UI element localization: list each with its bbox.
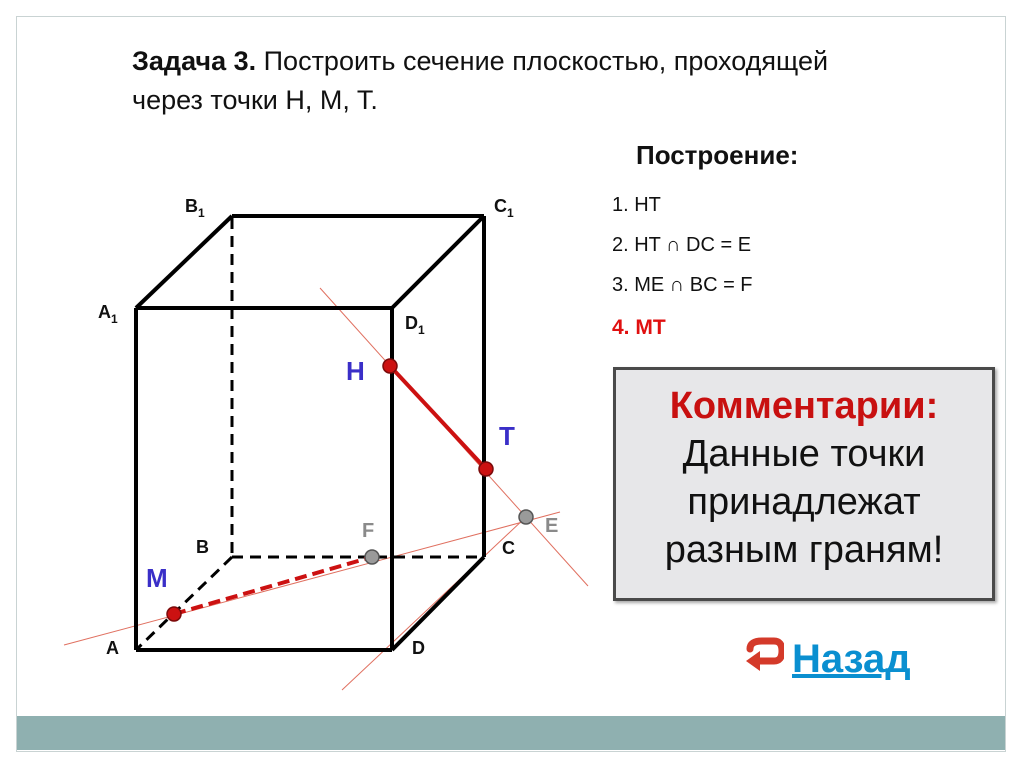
point-t <box>479 462 493 476</box>
line-dc-extension <box>342 517 526 690</box>
comment-line-1: Данные точки <box>682 433 926 475</box>
label-c: C <box>502 538 515 558</box>
label-m: M <box>146 563 168 593</box>
label-b: B <box>196 537 209 557</box>
label-a1: $A_1$ <box>98 302 118 326</box>
construction-step-4: 4. MT <box>612 316 666 339</box>
label-h: H <box>346 356 365 386</box>
label-d: D <box>412 638 425 658</box>
label-e: E <box>545 515 559 537</box>
label-f: F <box>362 520 375 542</box>
task-title: Задача 3. <box>132 46 257 76</box>
edge-dc <box>392 557 484 650</box>
edge-c1d1 <box>392 216 484 308</box>
section-line-ht <box>390 366 486 469</box>
task-text: Построить сечение плоскостью, проходящей через точки H, M, T. <box>132 46 829 115</box>
comment-line-2: принадлежат <box>687 481 921 523</box>
label-d1: $D_1$ <box>405 313 425 337</box>
point-m <box>167 607 181 621</box>
label-a: A <box>106 638 119 658</box>
construction-step-3: 3. ME ∩ BC = F <box>612 274 753 296</box>
construction-heading: Построение: <box>636 140 799 170</box>
label-c1: $C_1$ <box>494 196 514 220</box>
construction-step-2: 2. HT ∩ DC = E <box>612 234 752 256</box>
construction-step-1: 1. HT <box>612 194 661 216</box>
label-b1: $B_1$ <box>185 196 205 220</box>
point-e <box>519 510 533 524</box>
edge-a1b1 <box>136 216 232 308</box>
point-f <box>365 550 379 564</box>
comment-title: Комментарии: <box>669 385 939 427</box>
back-link-label[interactable]: Назад <box>792 636 911 681</box>
point-h <box>383 359 397 373</box>
comment-line-3: разным граням! <box>664 529 944 571</box>
label-t: T <box>499 421 515 451</box>
